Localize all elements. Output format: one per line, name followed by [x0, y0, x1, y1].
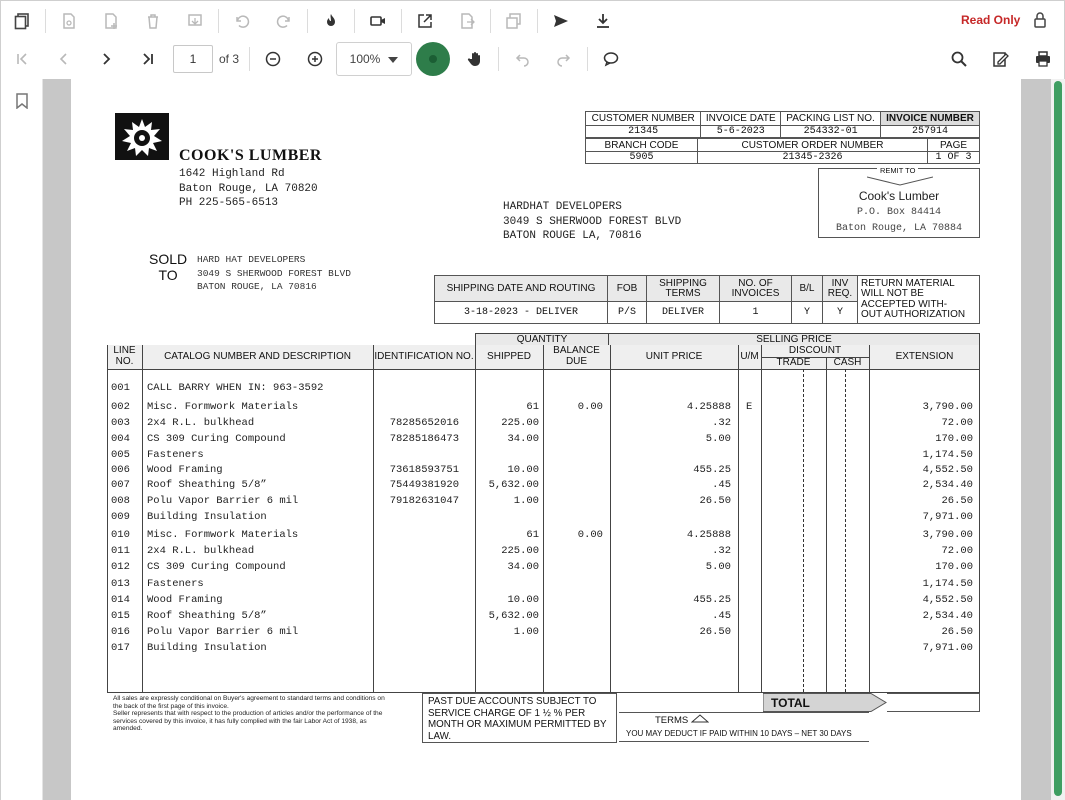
line-unit-price: .32	[712, 417, 731, 429]
zoom-select[interactable]	[336, 42, 412, 76]
organize-pages-icon[interactable]	[493, 2, 535, 40]
total-label: TOTAL	[771, 696, 810, 710]
sold-to-label	[149, 251, 187, 283]
line-number: 014	[111, 594, 130, 606]
past-due-line3: MONTH OR MAXIMUM PERMITTED BY	[428, 719, 607, 730]
page-canvas[interactable]	[43, 79, 1051, 800]
line-description: CS 309 Curing Compound	[147, 433, 286, 445]
quantity-group-header: QUANTITY	[475, 333, 609, 345]
col-extension: EXTENSION	[895, 351, 954, 362]
line-number: 006	[111, 464, 130, 476]
page-count-label: of 3	[219, 52, 240, 66]
line-shipped: 10.00	[507, 594, 539, 606]
download-icon[interactable]	[582, 2, 624, 40]
line-shipped: 225.00	[501, 417, 539, 429]
remit-to-address1: P.O. Box 84414	[856, 207, 941, 218]
extract-icon[interactable]	[174, 2, 216, 40]
col-unit-price: UNIT PRICE	[645, 351, 703, 362]
column-divider	[107, 345, 108, 693]
line-description: Misc. Formwork Materials	[147, 529, 299, 541]
line-identification: 78285652016	[389, 417, 459, 429]
select-tool-button[interactable]	[416, 42, 450, 76]
line-extension: 26.50	[941, 626, 973, 638]
invoice-date-label: INVOICE DATE	[701, 112, 781, 126]
line-shipped: 1.00	[513, 626, 539, 638]
column-divider	[979, 345, 980, 693]
add-page-icon[interactable]	[90, 2, 132, 40]
undo-icon[interactable]	[221, 2, 263, 40]
bl-value: Y	[792, 302, 823, 324]
customer-number-label: CUSTOMER NUMBER	[586, 112, 701, 126]
line-extension: 72.00	[941, 545, 973, 557]
line-extension: 3,790.00	[922, 529, 973, 541]
ship-to-address-line1: 3049 S SHERWOOD FOREST BLVD	[503, 215, 682, 228]
separator	[490, 9, 491, 33]
ship-to-address-line2: BATON ROUGE LA, 70816	[503, 230, 642, 242]
to-label: TO	[158, 267, 178, 283]
return-note-line1: RETURN MATERIAL	[861, 277, 955, 289]
line-shipped: 61	[526, 529, 539, 541]
line-number: 001	[111, 382, 130, 394]
line-um: E	[746, 401, 753, 413]
delete-icon[interactable]	[132, 2, 174, 40]
packing-list-label: PACKING LIST NO.	[781, 112, 881, 126]
col-balance-due	[543, 346, 610, 367]
company-address	[179, 167, 318, 211]
line-balance-due: 0.00	[577, 529, 603, 541]
invoice-header-table	[585, 111, 980, 138]
line-description: CS 309 Curing Compound	[147, 561, 286, 573]
line-number: 007	[111, 479, 130, 491]
line-extension: 7,971.00	[922, 642, 973, 654]
remit-to-name: Cook's Lumber	[858, 189, 940, 203]
terms-label: TERMS	[655, 715, 689, 726]
line-unit-price: 5.00	[705, 433, 731, 445]
line-extension: 1,174.50	[922, 578, 973, 590]
line-number: 004	[111, 433, 130, 445]
separator	[45, 9, 46, 33]
line-identification: 75449381920	[389, 479, 459, 491]
line-unit-price: 26.50	[699, 626, 731, 638]
col-cash: CASH	[833, 357, 862, 368]
page-label: PAGE	[928, 139, 980, 152]
sold-to-name: HARD HAT DEVELOPERS	[197, 254, 306, 265]
routing-value: 3-18-2023 - DELIVER	[435, 302, 608, 324]
cursor-dot-icon	[429, 55, 437, 63]
open-file-icon[interactable]	[1, 2, 43, 40]
remit-to-arrow-icon	[867, 175, 933, 187]
line-description: 2x4 R.L. bulkhead	[147, 417, 255, 429]
line-shipped: 34.00	[507, 561, 539, 573]
discount-dashed-divider	[845, 369, 846, 692]
line-number: 011	[111, 545, 130, 557]
line-shipped: 61	[526, 401, 539, 413]
line-number: 010	[111, 529, 130, 541]
burn-icon[interactable]	[310, 2, 352, 40]
selling-price-group-header: SELLING PRICE	[609, 333, 980, 345]
inv-req-label-line2: REQ.	[827, 287, 853, 299]
inv-req-value: Y	[823, 302, 858, 324]
return-note-line2: WILL NOT BE	[861, 288, 924, 299]
separator	[537, 9, 538, 33]
customer-number-value: 21345	[586, 126, 701, 138]
send-icon[interactable]	[540, 2, 582, 40]
line-shipped: 225.00	[501, 545, 539, 557]
separator	[307, 9, 308, 33]
terms-fine-print-line2: the back of the first page of this invoice.	[113, 702, 229, 710]
col-line-no	[107, 346, 142, 367]
lock-icon[interactable]	[1032, 11, 1048, 34]
next-page-icon[interactable]	[85, 40, 127, 78]
line-identification: 73618593751	[389, 464, 459, 476]
line-balance-due: 0.00	[577, 401, 603, 413]
line-description: Building Insulation	[147, 642, 267, 654]
packing-list-value: 254332-01	[781, 126, 881, 138]
line-description: Wood Framing	[147, 594, 223, 606]
search-icon[interactable]	[938, 40, 980, 78]
page-value: 1 OF 3	[928, 152, 980, 164]
remit-to-address2: Baton Rouge, LA 70884	[835, 223, 963, 234]
page-number-input[interactable]: 1	[173, 45, 213, 73]
invoices-value: 1	[720, 302, 792, 324]
column-divider	[738, 345, 739, 693]
line-identification: 79182631047	[389, 495, 459, 507]
col-line-no-line1: LINE	[113, 345, 136, 356]
line-unit-price: .32	[712, 545, 731, 557]
line-number: 005	[111, 449, 130, 461]
line-description: Fasteners	[147, 449, 204, 461]
total-value-box	[887, 693, 980, 712]
read-only-label: Read Only	[961, 13, 1021, 27]
discount-dashed-divider	[803, 369, 804, 692]
shipping-terms-value: DELIVER	[647, 302, 720, 324]
zoom-value: 100%	[349, 52, 381, 66]
edit-annotation-icon[interactable]	[980, 40, 1022, 78]
routing-label: SHIPPING DATE AND ROUTING	[435, 276, 608, 302]
invoice-date-value: 5-6-2023	[701, 126, 781, 138]
comment-icon[interactable]	[590, 40, 632, 78]
remit-to-box	[818, 168, 980, 238]
column-divider	[761, 345, 762, 693]
line-number: 015	[111, 610, 130, 622]
line-description: CALL BARRY WHEN IN: 963-3592	[147, 382, 324, 394]
line-number: 002	[111, 401, 130, 413]
return-note-line3: ACCEPTED WITH-	[861, 298, 948, 310]
column-divider	[826, 357, 827, 693]
column-divider	[610, 345, 611, 693]
past-due-line2: SERVICE CHARGE OF 1 ½ % PER	[428, 707, 586, 719]
column-divider	[475, 345, 476, 693]
line-number: 008	[111, 495, 130, 507]
col-identification: IDENTIFICATION NO.	[374, 351, 474, 362]
line-extension: 3,790.00	[922, 401, 973, 413]
line-description: Roof Sheathing 5/8”	[147, 610, 267, 622]
col-catalog: CATALOG NUMBER AND DESCRIPTION	[164, 351, 351, 362]
deduct-note: YOU MAY DEDUCT IF PAID WITHIN 10 DAYS – NET 30 DAYS	[626, 729, 852, 738]
return-note-line4: OUT AUTHORIZATION	[861, 309, 966, 320]
fob-label: FOB	[608, 276, 647, 302]
line-unit-price: .45	[712, 610, 731, 622]
invoices-label	[720, 276, 792, 302]
col-um: U/M	[740, 351, 759, 362]
return-note	[858, 276, 980, 324]
line-unit-price: 4.25888	[686, 529, 731, 541]
line-description: Wood Framing	[147, 464, 223, 476]
shipping-terms-label-line2: TERMS	[665, 287, 701, 299]
line-description: Polu Vapor Barrier 6 mil	[147, 495, 299, 507]
zoom-in-icon[interactable]	[294, 40, 336, 78]
invoice-number-value: 257914	[880, 126, 979, 138]
previous-page-icon[interactable]	[43, 40, 85, 78]
line-items-table	[107, 334, 980, 693]
line-unit-price: 26.50	[699, 495, 731, 507]
sold-to-address	[197, 253, 351, 294]
line-extension: 72.00	[941, 417, 973, 429]
line-shipped: 1.00	[513, 495, 539, 507]
left-sidebar	[1, 79, 43, 800]
line-extension: 170.00	[935, 561, 973, 573]
bl-label: B/L	[792, 276, 823, 302]
line-identification: 78285186473	[389, 433, 459, 445]
line-shipped: 5,632.00	[488, 479, 539, 491]
open-external-icon[interactable]	[404, 2, 446, 40]
separator	[401, 9, 402, 33]
line-number: 012	[111, 561, 130, 573]
line-extension: 1,174.50	[922, 449, 973, 461]
save-icon[interactable]	[48, 2, 90, 40]
line-description: Misc. Formwork Materials	[147, 401, 299, 413]
line-extension: 4,552.50	[922, 594, 973, 606]
company-name: COOK'S LUMBER	[179, 147, 322, 164]
ship-to-address	[503, 200, 681, 244]
line-extension: 170.00	[935, 433, 973, 445]
shipping-table	[434, 275, 980, 324]
fob-value: P/S	[608, 302, 647, 324]
print-icon[interactable]	[1022, 40, 1064, 78]
line-unit-price: 455.25	[693, 464, 731, 476]
sold-to-address-line2: BATON ROUGE, LA 70816	[197, 281, 317, 292]
line-number: 003	[111, 417, 130, 429]
scrollbar-thumb[interactable]	[1054, 81, 1062, 796]
separator	[587, 47, 588, 71]
terms-fine-print-line3: Seller represents that with respect to the production of articles and/or the performance of the	[113, 710, 383, 718]
bookmark-icon[interactable]	[15, 93, 29, 114]
terms-fine-print-line5: amended.	[113, 725, 143, 733]
line-shipped: 34.00	[507, 433, 539, 445]
col-balance-due-line2: DUE	[565, 355, 588, 367]
line-shipped: 10.00	[507, 464, 539, 476]
line-number: 017	[111, 642, 130, 654]
invoice-number-label: INVOICE NUMBER	[880, 112, 979, 126]
separator	[354, 9, 355, 33]
primary-toolbar	[1, 1, 1064, 41]
line-extension: 2,534.40	[922, 610, 973, 622]
col-shipped: SHIPPED	[487, 351, 531, 362]
line-description: Building Insulation	[147, 511, 267, 523]
redo-annotation-icon[interactable]	[543, 40, 585, 78]
document-viewer	[1, 79, 1065, 800]
ship-to-name: HARDHAT DEVELOPERS	[503, 201, 622, 213]
col-balance-due-line1: BALANCE	[553, 345, 600, 356]
redo-icon[interactable]	[263, 2, 305, 40]
first-page-icon[interactable]	[1, 40, 43, 78]
invoice-page	[71, 79, 1021, 800]
vertical-scrollbar[interactable]	[1051, 79, 1065, 800]
line-unit-price: 455.25	[693, 594, 731, 606]
line-extension: 26.50	[941, 495, 973, 507]
line-description: 2x4 R.L. bulkhead	[147, 545, 255, 557]
line-description: Fasteners	[147, 578, 204, 590]
line-number: 009	[111, 511, 130, 523]
customer-order-value: 21345-2326	[698, 152, 928, 164]
inv-req-label-line1: INV	[831, 277, 849, 289]
total-banner	[763, 693, 887, 712]
export-page-icon[interactable]	[446, 2, 488, 40]
zoom-out-icon[interactable]	[252, 40, 294, 78]
shipping-terms-label-line1: SHIPPING	[659, 277, 707, 289]
branch-code-value: 5905	[586, 152, 698, 164]
line-unit-price: 4.25888	[686, 401, 731, 413]
line-unit-price: .45	[712, 479, 731, 491]
separator	[249, 47, 250, 71]
line-description: Roof Sheathing 5/8”	[147, 479, 267, 491]
line-description: Polu Vapor Barrier 6 mil	[147, 626, 299, 638]
line-number: 013	[111, 578, 130, 590]
past-due-line4: LAW.	[428, 730, 452, 742]
column-divider	[543, 345, 544, 693]
branch-code-label: BRANCH CODE	[586, 139, 698, 152]
past-due-notice	[422, 693, 617, 743]
company-address-line2: Baton Rouge, LA 70820	[179, 182, 318, 195]
col-line-no-line2: NO.	[115, 355, 134, 367]
company-address-line1: 1642 Highland Rd	[179, 168, 285, 180]
line-number: 016	[111, 626, 130, 638]
inv-req-label	[823, 276, 858, 302]
invoice-header-table-row2	[585, 138, 980, 164]
navigation-toolbar	[1, 39, 1064, 79]
undo-annotation-icon[interactable]	[501, 40, 543, 78]
terms-fine-print	[113, 695, 413, 733]
column-divider	[373, 345, 374, 693]
past-due-line1: PAST DUE ACCOUNTS SUBJECT TO	[428, 696, 597, 707]
invoices-label-line2: INVOICES	[731, 287, 780, 299]
terms-fine-print-line1: All sales are expressly conditional on Buyer's agreement to standard terms and conditions on	[113, 695, 385, 702]
shipping-terms-label	[647, 276, 720, 302]
line-unit-price: 5.00	[705, 561, 731, 573]
pan-hand-icon[interactable]	[454, 40, 496, 78]
customer-order-label: CUSTOMER ORDER NUMBER	[698, 139, 928, 152]
video-icon[interactable]	[357, 2, 399, 40]
col-trade: TRADE	[776, 357, 811, 368]
line-extension: 4,552.50	[922, 464, 973, 476]
terms-fine-print-line4: services covered by this invoice, it has fully complied with the fair Labor Act of 1938, as	[113, 717, 367, 725]
line-extension: 7,971.00	[922, 511, 973, 523]
company-logo	[115, 113, 169, 166]
col-discount: DISCOUNT	[788, 345, 842, 356]
line-shipped: 5,632.00	[488, 610, 539, 622]
sold-label: SOLD	[149, 251, 188, 267]
company-phone: PH 225-565-6513	[179, 197, 279, 209]
sold-to-address-line1: 3049 S SHERWOOD FOREST BLVD	[197, 267, 351, 279]
separator	[218, 9, 219, 33]
column-divider	[869, 345, 870, 693]
last-page-icon[interactable]	[127, 40, 169, 78]
invoices-label-line1: NO. OF	[738, 277, 773, 289]
separator	[498, 47, 499, 71]
line-extension: 2,534.40	[922, 479, 973, 491]
column-divider	[142, 345, 143, 693]
chevron-down-icon	[388, 52, 398, 66]
remit-to-label: REMIT TO	[877, 166, 918, 175]
